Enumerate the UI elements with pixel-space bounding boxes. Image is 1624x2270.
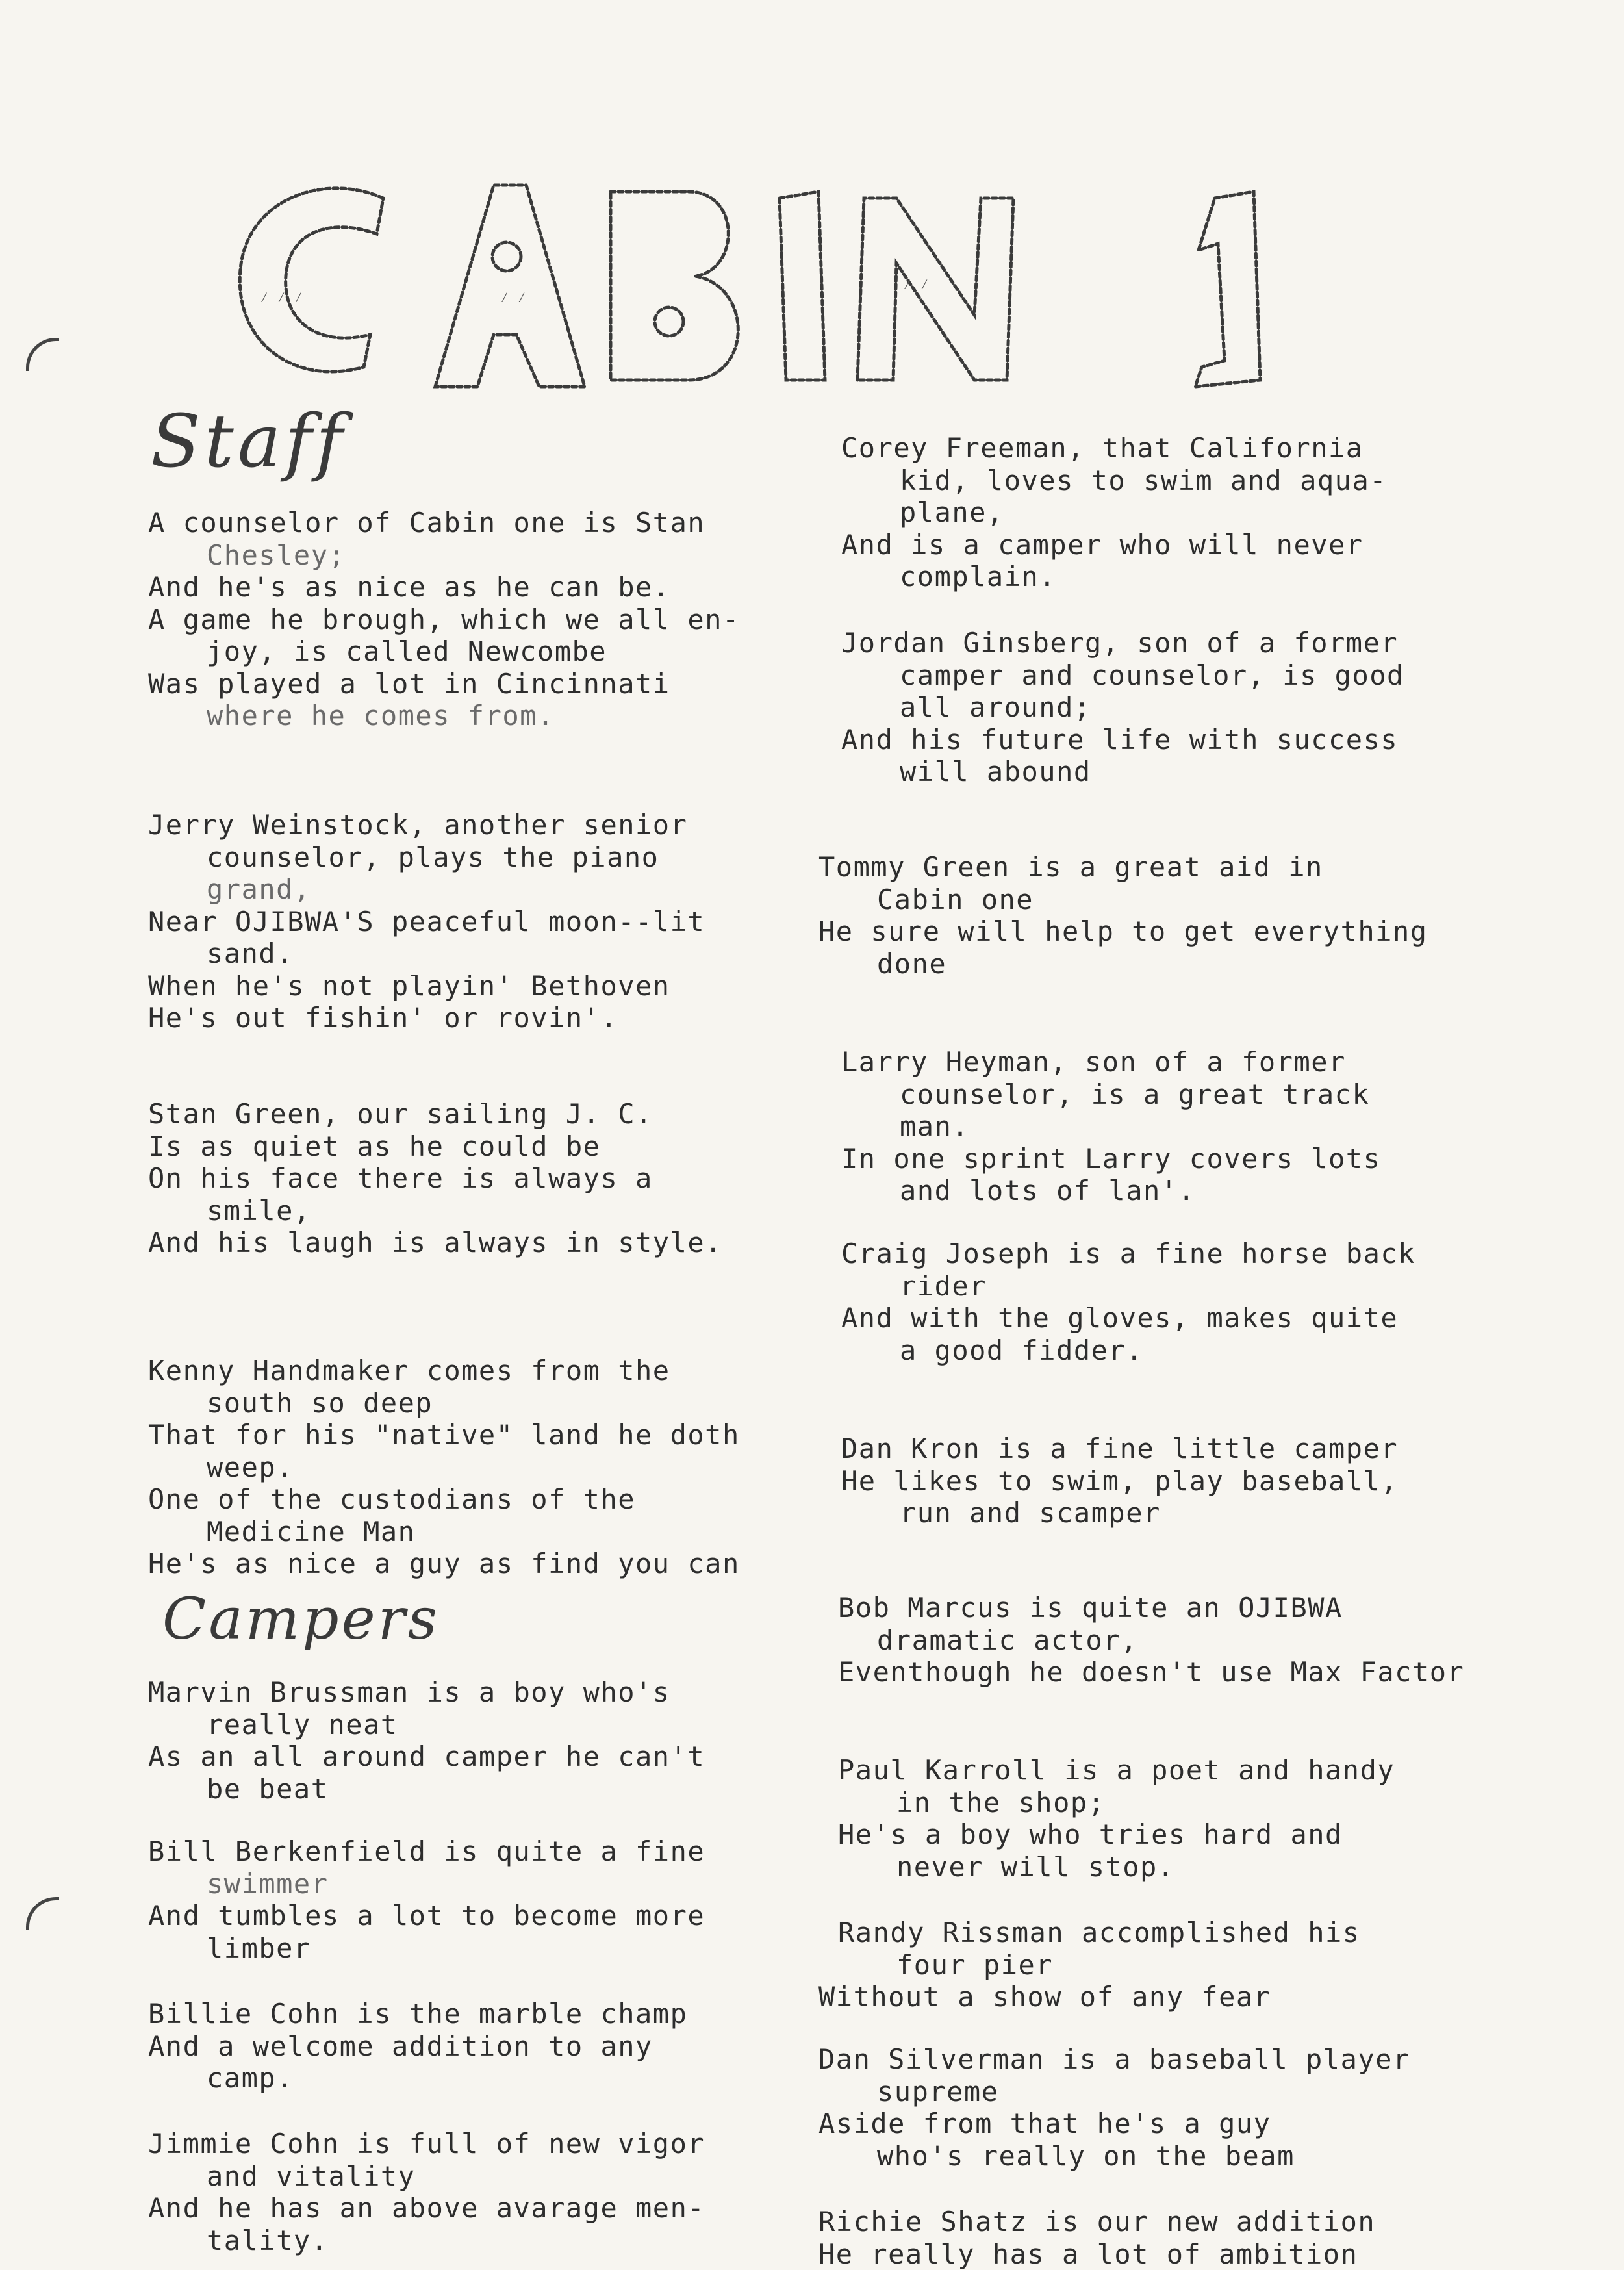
poem-line: dramatic actor,: [838, 1624, 1464, 1657]
title-letter-c: [240, 188, 383, 372]
poem-line: He likes to swim, play baseball,: [841, 1465, 1398, 1498]
poem-line: tality.: [148, 2225, 705, 2257]
stanza-billie-cohn: [148, 1998, 687, 2095]
poem-line: counselor, plays the piano: [148, 841, 705, 874]
poem-line: sand.: [148, 937, 705, 970]
poem-line: On his face there is always a: [148, 1162, 722, 1195]
stanza-jimmie-cohn: [148, 2128, 705, 2256]
poem-line: Marvin Brussman is a boy who's: [148, 1676, 705, 1709]
poem-line: Jerry Weinstock, another senior: [148, 809, 705, 841]
poem-line: smile,: [148, 1195, 722, 1227]
poem-line: Billie Cohn is the marble champ: [148, 1998, 687, 2030]
poem-line: run and scamper: [841, 1497, 1398, 1529]
poem-line: Cabin one: [818, 884, 1428, 916]
stanza-stan-green: [148, 1098, 722, 1259]
poem-line: swimmer: [148, 1868, 705, 1900]
poem-line: all around;: [841, 691, 1404, 724]
poem-line: plane,: [841, 496, 1387, 529]
poem-line: in the shop;: [838, 1787, 1395, 1819]
poem-line: supreme: [818, 2076, 1410, 2108]
poem-line: complain.: [841, 561, 1387, 593]
poem-line: That for his "native" land he doth: [148, 1419, 740, 1451]
campers-heading: Campers: [162, 1585, 440, 1652]
stanza-tommy-green: [818, 851, 1428, 980]
poem-line: joy, is called Newcombe: [148, 635, 740, 668]
title-letter-b: [611, 192, 738, 380]
poem-line: Randy Rissman accomplished his: [838, 1917, 1360, 1949]
stanza-marvin-brussman: [148, 1676, 705, 1805]
poem-line: He sure will help to get everything: [818, 915, 1428, 948]
poem-line: will abound: [841, 756, 1404, 788]
poem-line: who's really on the beam: [818, 2140, 1410, 2173]
svg-text:⁄ ⁄: ⁄ ⁄: [903, 277, 929, 293]
poem-line: And with the gloves, makes quite: [841, 1302, 1415, 1334]
poem-line: He's a boy who tries hard and: [838, 1818, 1395, 1851]
poem-line: done: [818, 948, 1428, 980]
poem-line: be beat: [148, 1773, 705, 1805]
poem-line: Aside from that he's a guy: [818, 2108, 1410, 2140]
poem-line: As an all around camper he can't: [148, 1741, 705, 1773]
poem-line: camp.: [148, 2062, 687, 2095]
poem-line: grand,: [148, 873, 705, 906]
poem-line: never will stop.: [838, 1851, 1395, 1883]
stanza-bob-marcus: [838, 1592, 1464, 1689]
stanza-jerry-weinstock: [148, 809, 705, 1034]
poem-line: four pier: [838, 1949, 1360, 1982]
poem-line: where he comes from.: [148, 700, 740, 732]
stanza-dan-silverman: [818, 2043, 1410, 2172]
poem-line: Kenny Handmaker comes from the: [148, 1355, 740, 1387]
svg-text:⁄ ⁄: ⁄ ⁄: [500, 290, 526, 306]
title-letter-a: [435, 185, 585, 387]
poem-line: limber: [148, 1932, 705, 1965]
poem-line: He really has a lot of ambition: [818, 2238, 1375, 2270]
stanza-dan-kron: [841, 1433, 1398, 1529]
stanza-richie-shatz: [818, 2206, 1375, 2270]
poem-line: Eventhough he doesn't use Max Factor: [838, 1656, 1464, 1689]
poem-line: And he has an above avarage men-: [148, 2192, 705, 2225]
poem-line: and lots of lan'.: [841, 1175, 1380, 1207]
poem-line: And a welcome addition to any: [148, 2030, 687, 2063]
poem-line: really neat: [148, 1709, 705, 1741]
stanza-bill-berkenfield: [148, 1835, 705, 1964]
poem-line: And tumbles a lot to become more: [148, 1900, 705, 1932]
poem-line: camper and counselor, is good: [841, 659, 1404, 692]
title-digit-one: [1195, 192, 1260, 387]
stanza-paul-karroll: [838, 1754, 1395, 1883]
poem-line: And is a camper who will never: [841, 529, 1387, 561]
stanza-larry-heyman: [841, 1046, 1380, 1207]
poem-line: And his laugh is always in style.: [148, 1227, 722, 1259]
punch-hole-mark: [26, 1897, 59, 1930]
title-letter-n: [857, 198, 1013, 380]
poem-line: south so deep: [148, 1387, 740, 1420]
poem-line: counselor, is a great track: [841, 1078, 1380, 1111]
poem-line: When he's not playin' Bethoven: [148, 970, 705, 1002]
poem-line: He's out fishin' or rovin'.: [148, 1002, 705, 1034]
poem-line: Dan Kron is a fine little camper: [841, 1433, 1398, 1465]
poem-line: A game he brough, which we all en-: [148, 604, 740, 636]
poem-line: A counselor of Cabin one is Stan: [148, 507, 740, 539]
poem-line: Dan Silverman is a baseball player: [818, 2043, 1410, 2076]
poem-line: Medicine Man: [148, 1516, 740, 1548]
staff-heading: Staff: [151, 400, 346, 484]
poem-line: man.: [841, 1110, 1380, 1143]
poem-line: Stan Green, our sailing J. C.: [148, 1098, 722, 1130]
poem-line: Near OJIBWA'S peaceful moon--lit: [148, 906, 705, 938]
poem-line: Larry Heyman, son of a former: [841, 1046, 1380, 1078]
poem-line: One of the custodians of the: [148, 1483, 740, 1516]
poem-line: a good fidder.: [841, 1334, 1415, 1367]
poem-line: Tommy Green is a great aid in: [818, 851, 1428, 884]
poem-line: weep.: [148, 1451, 740, 1484]
poem-line: Richie Shatz is our new addition: [818, 2206, 1375, 2238]
stanza-corey-freeman: [841, 432, 1387, 593]
poem-line: Paul Karroll is a poet and handy: [838, 1754, 1395, 1787]
cabin-1-title-art: [221, 172, 1325, 406]
poem-line: And he's as nice as he can be.: [148, 571, 740, 604]
stanza-jordan-ginsberg: [841, 627, 1404, 788]
poem-line: Corey Freeman, that California: [841, 432, 1387, 465]
poem-line: rider: [841, 1270, 1415, 1303]
poem-line: and vitality: [148, 2160, 705, 2193]
poem-line: Jimmie Cohn is full of new vigor: [148, 2128, 705, 2160]
poem-line: Was played a lot in Cincinnati: [148, 668, 740, 700]
poem-line: He's as nice a guy as find you can: [148, 1548, 740, 1580]
poem-line: kid, loves to swim and aqua-: [841, 465, 1387, 497]
poem-line: Without a show of any fear: [818, 1981, 1360, 2013]
poem-line: Bob Marcus is quite an OJIBWA: [838, 1592, 1464, 1624]
svg-text:⁄ ⁄ ⁄: ⁄ ⁄ ⁄: [260, 290, 303, 306]
poem-line: Chesley;: [148, 539, 740, 572]
stanza-craig-joseph: [841, 1238, 1415, 1366]
poem-line: Jordan Ginsberg, son of a former: [841, 627, 1404, 659]
stanza-kenny-handmaker: [148, 1355, 740, 1580]
poem-line: In one sprint Larry covers lots: [841, 1143, 1380, 1175]
stanza-stan-chesley: [148, 507, 740, 732]
title-letter-i: [780, 192, 825, 380]
poem-line: Craig Joseph is a fine horse back: [841, 1238, 1415, 1270]
poem-line: And his future life with success: [841, 724, 1404, 756]
punch-hole-mark: [26, 338, 59, 371]
poem-line: Bill Berkenfield is quite a fine: [148, 1835, 705, 1868]
poem-line: Is as quiet as he could be: [148, 1130, 722, 1163]
stanza-randy-rissman: [838, 1917, 1360, 2013]
